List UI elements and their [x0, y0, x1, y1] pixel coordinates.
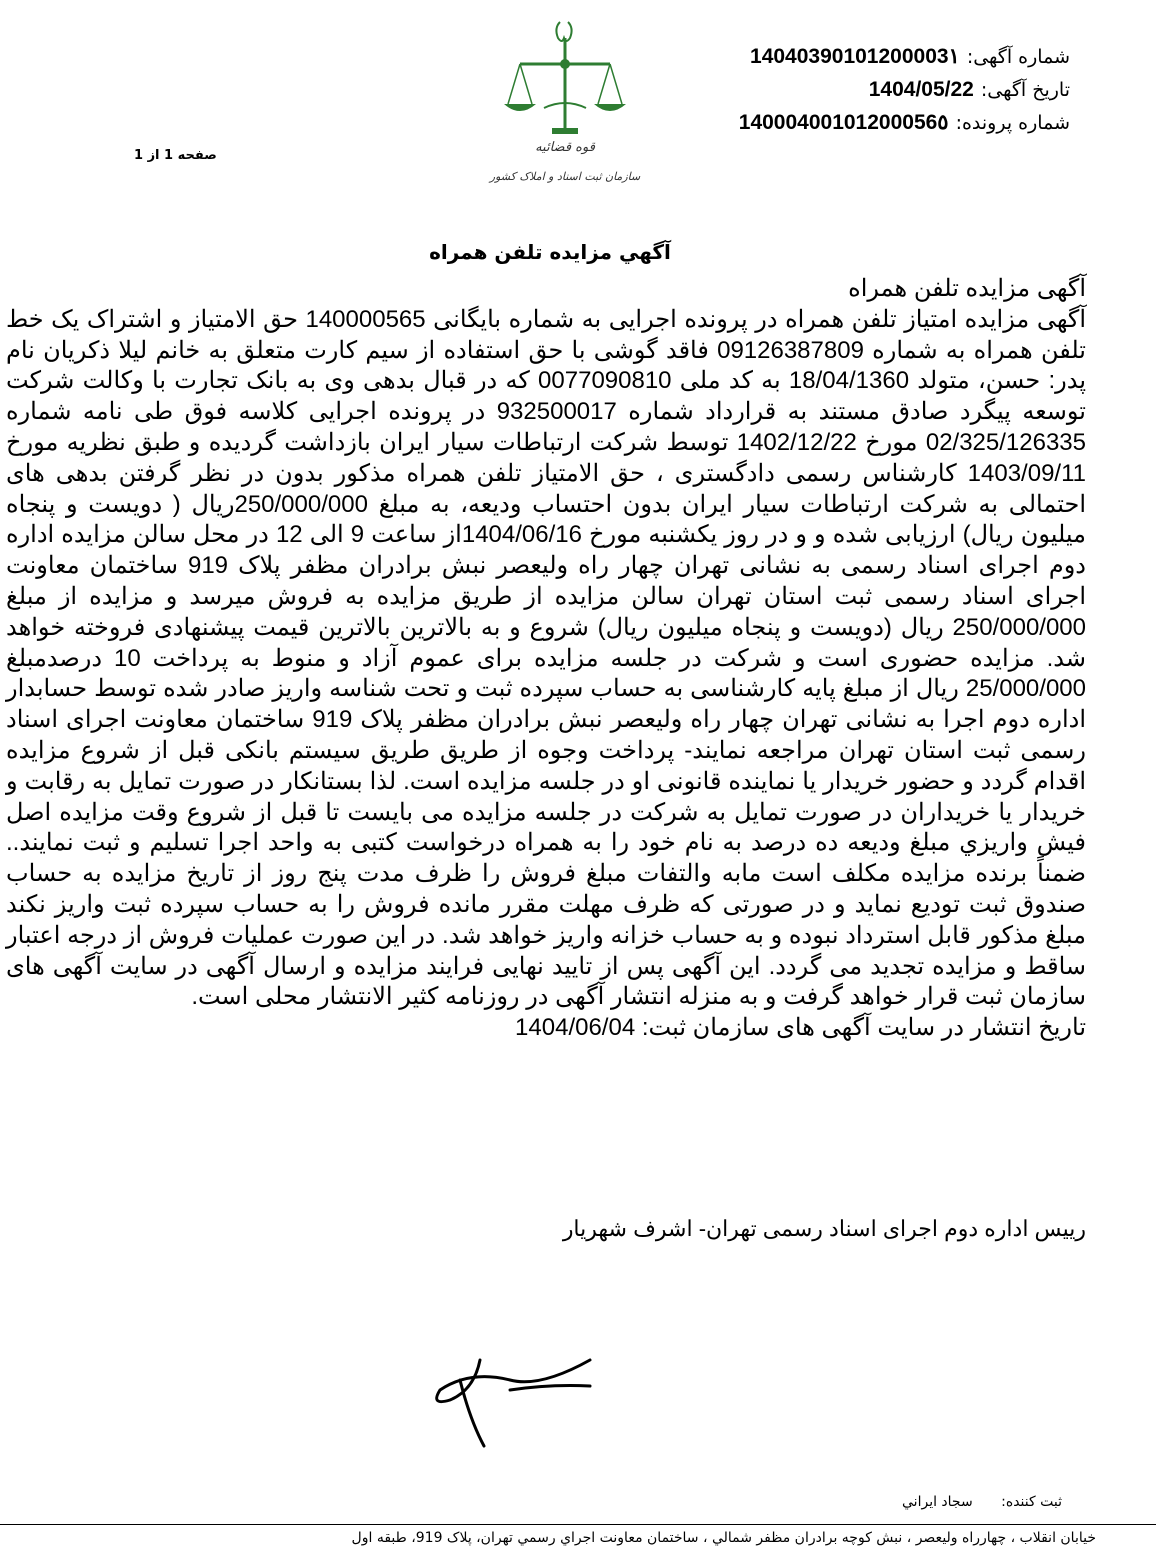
body-heading: آگهی مزایده تلفن همراه [848, 275, 1086, 302]
case-number-label: شماره پرونده: [955, 112, 1070, 134]
notice-date-label: تاریخ آگهی: [980, 79, 1070, 101]
notice-number-label: شماره آگهی: [966, 46, 1070, 68]
page-count: صفحه 1 از 1 [134, 148, 217, 163]
case-number-row [739, 106, 1070, 139]
notice-number: 14040390101200003١ [750, 45, 960, 68]
registrar-label: ثبت کننده: [1001, 1494, 1062, 1510]
registrar [902, 1494, 1062, 1510]
publish-line: تاریخ انتشار در سایت آگهی های سازمان ثبت: 1404/06/04 [515, 1014, 1086, 1042]
notice-number-row [739, 40, 1070, 73]
footer-address: خيابان انقلاب ، چهارراه وليعصر ، نبش كوچه برادران مظفر شمالي ، ساختمان معاونت اجراي رسمي تهران، پلاک 919، طبقه اول [351, 1530, 1096, 1546]
signature-icon [420, 1350, 620, 1450]
case-number: 14000400101200056٥ [738, 111, 949, 134]
judiciary-emblem [480, 8, 650, 198]
body-paragraph: آگهی مزایده امتیاز تلفن همراه در پرونده اجرایی به شماره بایگانی 140000565 حق الامتیاز و اشتراک یک خط تلفن همراه به شماره 09126387809 فاقد گوشی با حق استفاده از سیم کارت متعلق به خانم لیلا ذکریان نام پدر: حسن، متولد 18/04/1360 به کد ملی 0077090810 که در قبال بدهی وی به بانک تجارت با وکالت شرکت توسعه پیگرد صادق مستند به قرارداد شماره 932500017 در پرونده اجرایی کلاسه فوق طی نامه شماره 02/325/126335 مورخ 1402/12/22 توسط شرکت ارتباطات سیار ایران بازداشت گردیده و طبق نظریه مورخ 1403/09/11 کارشناس رسمی دادگستری ، حق الامتیاز تلفن همراه مذکور بدون در نظر گرفتن بدهی های احتمالی به شرکت ارتباطات سیار ایران بدون احتساب ودیعه، به مبلغ 250/000/000ریال ( دویست و پنجاه میلیون ریال) ارزیابی شده و و در روز یکشنبه مورخ 1404/06/16از ساعت 9 الی 12 در محل سالن مزایده اداره دوم اجرای اسناد رسمی به نشانی تهران چهار راه ولیعصر نبش برادران مظفر پلاک 919 ساختمان معاونت اجرای اسناد رسمی ثبت استان تهران سالن مزایده از طریق مزایده به فروش میرسد و مزایده از مبلغ 250/000/000 ریال (دویست و پنجاه میلیون ریال) شروع و به بالاترین بالاترین قیمت پیشنهادی فروخته خواهد شد. مزایده حضوری است و شرکت در جلسه مزایده برای عموم آزاد و منوط به پرداخت 10 درصدمبلغ 25/000/000 ریال از مبلغ پایه کارشناسی به حساب سپرده ثبت و تحت شناسه واریز صادر شده توسط حسابدار اداره دوم اجرا به نشانی تهران چهار راه ولیعصر نبش برادران مظفر پلاک 919 ساختمان معاونت اجرای اسناد رسمی ثبت استان تهران مراجعه نمایند- پرداخت وجوه از طریق طریق سیستم بانکی قبل از شروع مزایده اقدام گردد و حضور خریدار یا نماینده قانونی او در جلسه مزایده است. لذا بستانکار در صورت تمایل به رقابت و خریدار یا خریداران در صورت تمایل به شرکت در جلسه مزایده می بایست تا قبل از شروع وقت مزایده اصل فیش واریزي مبلغ ودیعه ده درصد به نام خود را به همراه درخواست کتبی به واحد اجرا تسلیم و ثبت نمایند.. ضمناً برنده مزایده مکلف است مابه والتفات مبلغ فروش را ظرف مدت پنج روز از تاریخ مزایده به حساب صندوق ثبت تودیع نماید و در صورتی که ظرف مهلت مقرر مانده فروش را به حساب سپرده ثبت واریز نکند مبلغ مذکور قابل استرداد نبوده و به حساب خزانه واریز خواهد شد. در این صورت عملیات فروش از درجه اعتبار ساقط و مزایده تجدید می گردد. این آگهی پس از تایید نهایی فرایند مزایده و ارسال آگهی در سایت آگهی های سازمان ثبت قرار خواهد گرفت و به منزله انتشار آگهی در روزنامه کثیر الانتشار محلی است. [6, 305, 1087, 1011]
notice-date-row [739, 73, 1070, 106]
page-title: آگهي مزايده تلفن همراه [429, 240, 671, 264]
notice-body [6, 274, 1086, 1044]
scales-of-justice-icon [480, 8, 650, 198]
registrar-name: سجاد ایراني [902, 1494, 973, 1510]
signer: رییس اداره دوم اجرای اسناد رسمی تهران- اشرف شهریار [562, 1216, 1086, 1241]
notice-meta [739, 40, 1070, 139]
notice-date: 1404/05/22 [868, 78, 974, 101]
emblem-caption-2: سازمان ثبت اسناد و املاک کشور [489, 170, 641, 183]
footer-divider [0, 1524, 1156, 1525]
emblem-caption-1: قوه قضائیه [535, 140, 595, 155]
